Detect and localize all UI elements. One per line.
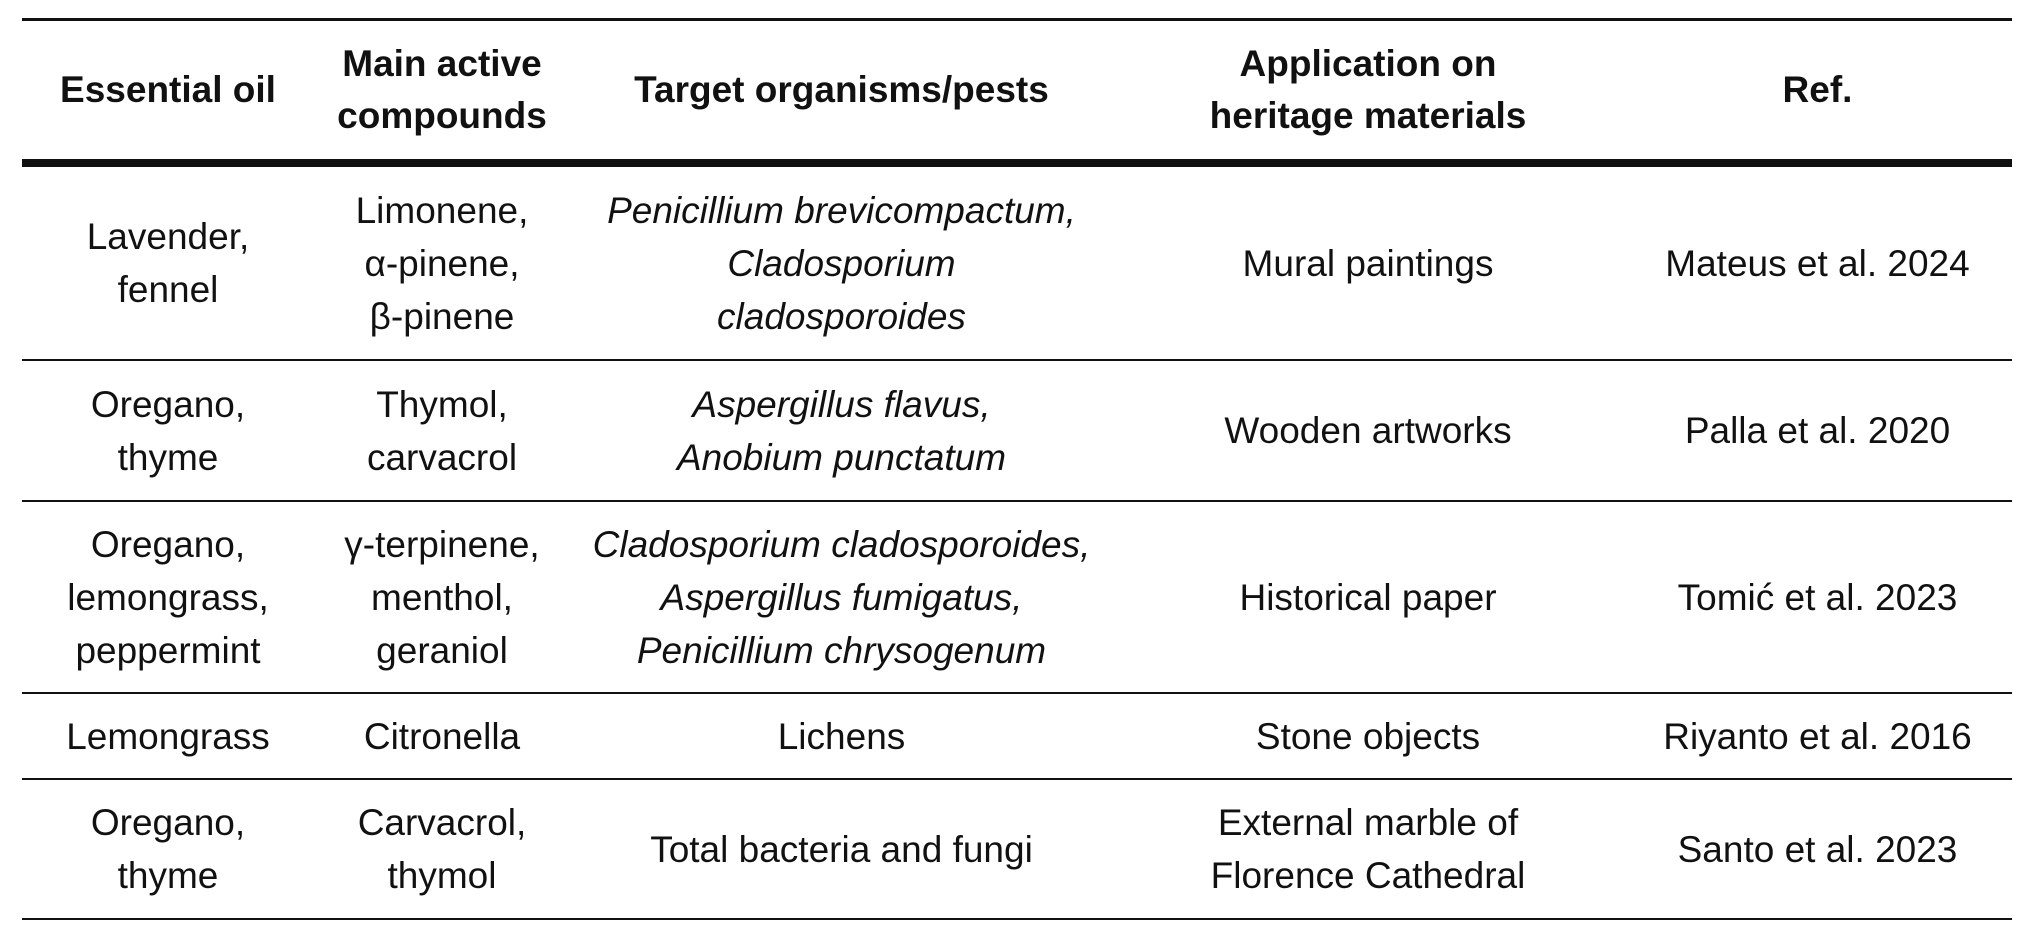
cell-application: Wooden artworks bbox=[1224, 410, 1512, 451]
cell-essential-oil: Oregano, lemongrass, peppermint bbox=[67, 523, 269, 671]
table-row bbox=[22, 163, 2012, 360]
header-essential-oil: Essential oil bbox=[60, 69, 276, 110]
cell-ref: Palla et al. 2020 bbox=[1684, 410, 1951, 451]
essential-oils-table-container bbox=[22, 18, 2012, 920]
header-row bbox=[22, 20, 2012, 164]
cell-compounds: Carvacrol, thymol bbox=[357, 802, 527, 896]
cell-application: External marble of Florence Cathedral bbox=[1210, 802, 1526, 896]
cell-compounds: Thymol, carvacrol bbox=[366, 383, 518, 478]
cell-targets: Aspergillus flavus, Anobium punctatum bbox=[676, 383, 1007, 478]
cell-targets: Cladosporium cladosporoides, Aspergillus fumigatus, Penicillium chrysogenum bbox=[592, 523, 1091, 671]
cell-targets: Lichens bbox=[777, 715, 906, 757]
cell-ref: Santo et al. 2023 bbox=[1677, 828, 1958, 870]
header-ref: Ref. bbox=[1782, 69, 1853, 110]
header-target-organisms: Target organisms/pests bbox=[634, 69, 1049, 110]
cell-application: Stone objects bbox=[1255, 715, 1481, 757]
table-row bbox=[22, 360, 2012, 501]
table-row bbox=[22, 501, 2012, 693]
header-application: Application on heritage materials bbox=[1209, 43, 1527, 136]
cell-targets: Penicillium brevicompactum, Cladosporium cladosporoides bbox=[607, 189, 1076, 337]
table-row bbox=[22, 779, 2012, 919]
cell-essential-oil: Oregano, thyme bbox=[90, 383, 246, 478]
cell-ref: Tomić et al. 2023 bbox=[1677, 576, 1958, 618]
header-main-active-compounds: Main active compounds bbox=[337, 43, 547, 136]
table-row bbox=[22, 693, 2012, 779]
cell-essential-oil: Oregano, thyme bbox=[90, 802, 246, 896]
essential-oils-table bbox=[22, 18, 2012, 920]
cell-ref: Mateus et al. 2024 bbox=[1665, 242, 1970, 284]
table-body bbox=[22, 163, 2012, 919]
cell-application: Historical paper bbox=[1239, 576, 1497, 618]
table-header bbox=[22, 20, 2012, 164]
cell-targets: Total bacteria and fungi bbox=[650, 828, 1033, 870]
cell-essential-oil: Lemongrass bbox=[66, 715, 270, 757]
cell-ref: Riyanto et al. 2016 bbox=[1663, 715, 1972, 757]
cell-application: Mural paintings bbox=[1242, 242, 1494, 284]
cell-essential-oil: Lavender, fennel bbox=[86, 216, 250, 310]
cell-compounds: Limonene, α-pinene, β-pinene bbox=[355, 189, 529, 337]
cell-compounds: Citronella bbox=[363, 715, 521, 757]
cell-compounds: γ-terpinene, menthol, geraniol bbox=[344, 523, 540, 671]
